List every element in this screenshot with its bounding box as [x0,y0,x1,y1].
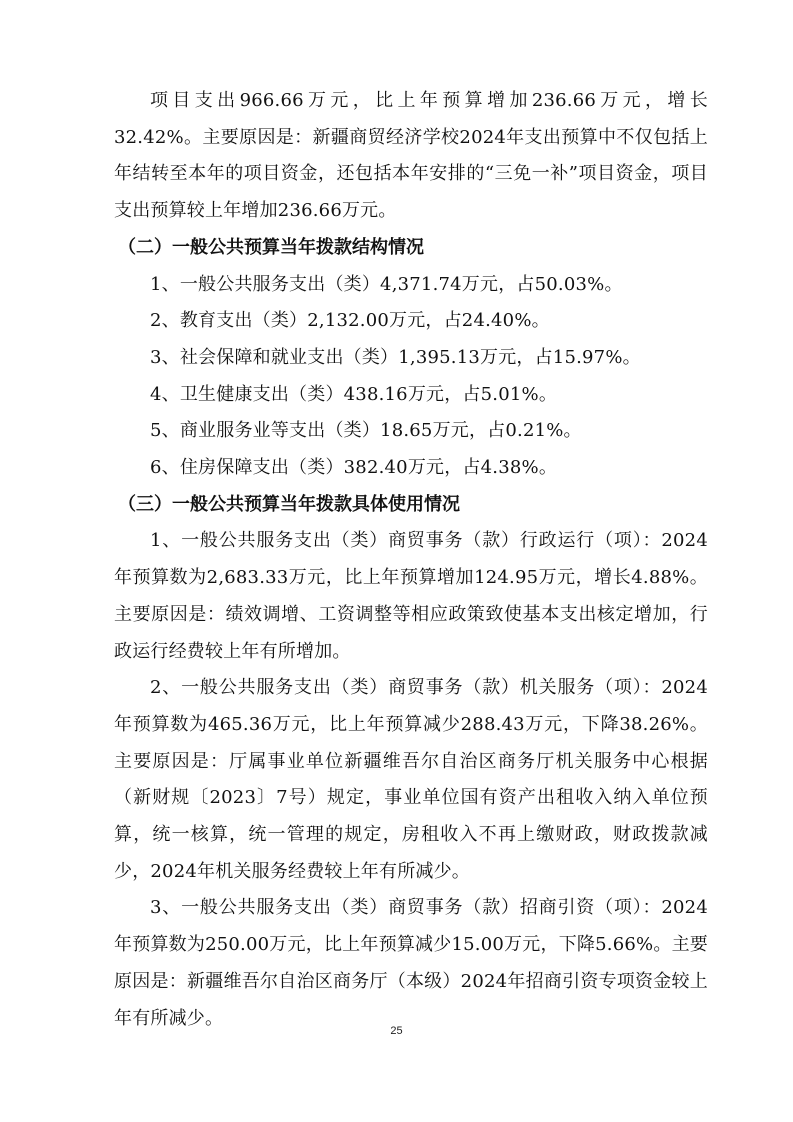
paragraph-administrative-operation: 1、一般公共服务支出（类）商贸事务（款）行政运行（项）：2024年预算数为2,683.33万元，比上年预算增加124.95万元，增长4.88%。主要原因是：绩效调增、工资调整等相应政策致使基本支出核定增加，行政运行经费较上年有所增加。 [114,530,708,662]
paragraph-agency-services: 2、一般公共服务支出（类）商贸事务（款）机关服务（项）：2024年预算数为465.36万元，比上年预算减少288.43万元，下降38.26%。主要原因是：厅属事业单位新疆维吾尔自治区商务厅机关服务中心根据（新财规〔2023〕7号）规定，事业单位国有资产出租收入纳入单位预算，统一核算，统一管理的规定，房租收入不再上缴财政，财政拨款减少，2024年机关服务经费较上年有所减少。 [114,677,708,882]
paragraph-investment-promotion: 3、一般公共服务支出（类）商贸事务（款）招商引资（项）：2024年预算数为250.00万元，比上年预算减少15.00万元，下降5.66%。主要原因是：新疆维吾尔自治区商务厅（本级）2024年招商引资专项资金较上年有所减少。 [114,897,708,1029]
list-item-commerce-services: 5、商业服务业等支出（类）18.65万元，占0.21%。 [150,420,582,442]
page-body [114,83,708,1037]
section-heading-budget-usage: （三）一般公共预算当年拨款具体使用情况 [118,493,460,515]
section-heading-budget-structure: （二）一般公共预算当年拨款结构情况 [118,236,424,258]
page-number: 25 [390,1025,403,1037]
list-item-general-public-services: 1、一般公共服务支出（类）4,371.74万元，占50.03%。 [150,273,623,295]
list-item-housing: 6、住房保障支出（类）382.40万元，占4.38%。 [150,457,558,479]
list-item-health: 4、卫生健康支出（类）438.16万元，占5.01%。 [150,383,558,405]
list-item-education: 2、教育支出（类）2,132.00万元，占24.40%。 [150,310,550,332]
intro-paragraph: 项目支出966.66万元，比上年预算增加236.66万元，增长32.42%。主要原因是：新疆商贸经济学校2024年支出预算中不仅包括上年结转至本年的项目资金，还包括本年安排的“三免一补”项目资金，项目支出预算较上年增加236.66万元。 [114,90,708,222]
list-item-social-security: 3、社会保障和就业支出（类）1,395.13万元，占15.97%。 [150,346,641,368]
